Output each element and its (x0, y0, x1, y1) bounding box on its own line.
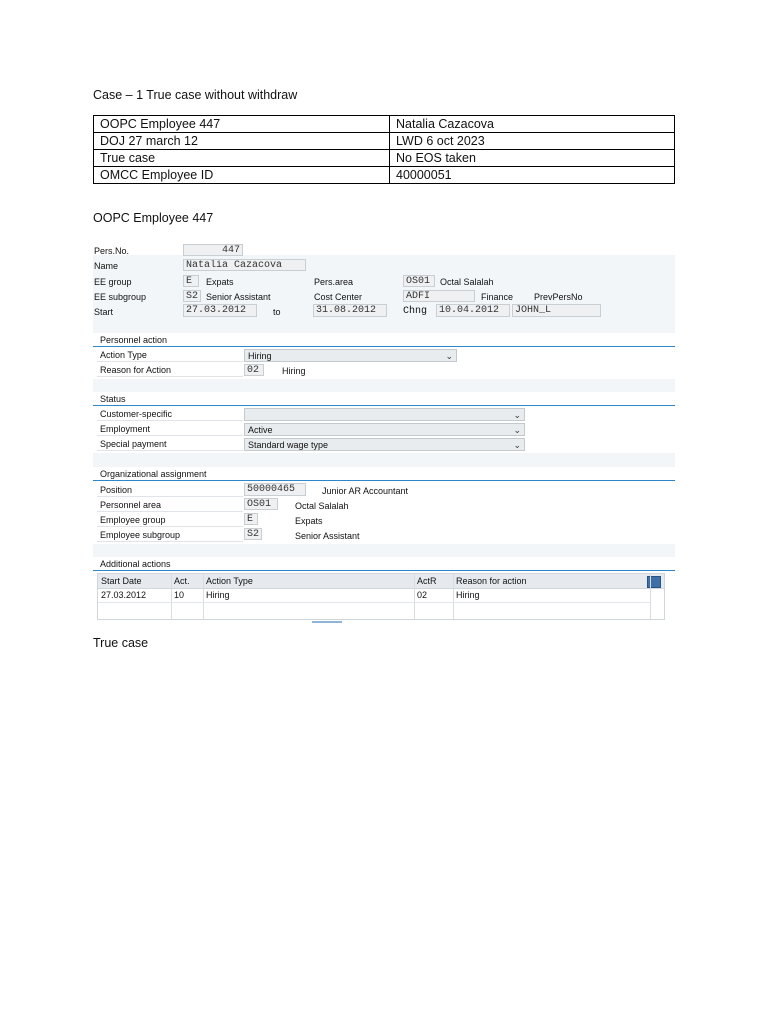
select-value: Standard wage type (248, 440, 329, 450)
position-code-field[interactable]: 50000465 (244, 483, 306, 496)
column-divider (650, 574, 651, 619)
employee-subheading: OOPC Employee 447 (93, 211, 214, 225)
table-cell: Hiring (456, 590, 480, 600)
personnel-area-code-field[interactable]: OS01 (244, 498, 278, 510)
employee-group-code-field[interactable]: E (244, 513, 258, 525)
additional-actions-grid[interactable] (97, 573, 665, 620)
reason-label: Reason for Action (97, 364, 243, 377)
table-row (94, 133, 675, 150)
eesubgroup-code-field[interactable]: S2 (183, 290, 201, 302)
eegroup-label: EE group (94, 277, 132, 287)
section-title: Additional actions (100, 559, 171, 569)
employment-select[interactable] (244, 423, 525, 436)
column-header[interactable]: ActR (417, 576, 437, 586)
eegroup-code-field[interactable]: E (183, 275, 199, 287)
table-cell: 02 (417, 590, 428, 600)
employee-subgroup-label: Employee subgroup (97, 529, 243, 542)
table-cell: 40000051 (390, 167, 675, 184)
position-text: Junior AR Accountant (322, 486, 409, 496)
to-label: to (273, 307, 281, 317)
sap-screenshot (93, 240, 675, 624)
personnel-area-text: Octal Salalah (295, 501, 349, 511)
section-title: Organizational assignment (100, 469, 207, 479)
column-header[interactable]: Action Type (206, 576, 253, 586)
column-divider (414, 574, 415, 619)
reason-code-field[interactable]: 02 (244, 364, 264, 376)
section-rule (93, 480, 675, 481)
table-cell: 10 (174, 590, 185, 600)
org-assignment-section (93, 467, 675, 544)
table-cell: Natalia Cazacova (390, 116, 675, 133)
employment-label: Employment (97, 423, 243, 436)
eegroup-text: Expats (206, 277, 234, 287)
column-divider (453, 574, 454, 619)
persno-field[interactable]: 447 (183, 244, 243, 256)
chevron-down-icon: ⌄ (513, 410, 521, 420)
select-value: Hiring (248, 351, 272, 361)
table-cell: DOJ 27 march 12 (94, 133, 390, 150)
select-value: Active (248, 425, 273, 435)
special-payment-label: Special payment (97, 438, 243, 451)
status-section (93, 392, 675, 453)
table-cell: Hiring (206, 590, 230, 600)
end-date-field[interactable]: 31.08.2012 (313, 304, 387, 317)
column-header[interactable]: Act. (174, 576, 190, 586)
case-heading: Case – 1 True case without withdraw (93, 88, 298, 102)
persarea-text: Octal Salalah (440, 277, 494, 287)
column-header[interactable]: Start Date (101, 576, 142, 586)
column-divider (171, 574, 172, 619)
column-header[interactable]: Reason for action (456, 576, 527, 586)
customer-specific-select[interactable] (244, 408, 525, 421)
chevron-down-icon: ⌄ (513, 440, 521, 450)
section-rule (93, 405, 675, 406)
section-title: Personnel action (100, 335, 168, 345)
employee-subgroup-text: Senior Assistant (295, 531, 360, 541)
chng-label: Chng (403, 306, 428, 317)
table-cell: OMCC Employee ID (94, 167, 390, 184)
start-date-field[interactable]: 27.03.2012 (183, 304, 257, 317)
section-rule (93, 346, 675, 347)
table-cell: 27.03.2012 (101, 590, 147, 600)
personnel-area-label: Personnel area (97, 499, 243, 512)
special-payment-select[interactable] (244, 438, 525, 451)
chng-user-field[interactable]: JOHN_L (512, 304, 601, 317)
action-type-select[interactable] (244, 349, 457, 362)
row-divider (98, 602, 650, 603)
chevron-down-icon: ⌄ (445, 351, 453, 361)
table-cell: OOPC Employee 447 (94, 116, 390, 133)
name-label: Name (94, 261, 119, 271)
start-label: Start (94, 307, 114, 317)
employee-subgroup-code-field[interactable]: S2 (244, 528, 262, 540)
costcenter-label: Cost Center (314, 292, 363, 302)
header-strip (93, 240, 675, 255)
action-type-label: Action Type (97, 349, 243, 362)
position-label: Position (97, 484, 243, 497)
footer-text: True case (93, 636, 149, 650)
customer-specific-label: Customer-specific (97, 408, 243, 421)
table-cell: True case (94, 150, 390, 167)
eesubgroup-text: Senior Assistant (206, 292, 271, 302)
table-cell: LWD 6 oct 2023 (390, 133, 675, 150)
column-divider (203, 574, 204, 619)
scroll-indicator[interactable] (312, 621, 342, 623)
costcenter-code-field[interactable]: ADFI (403, 290, 475, 302)
employee-group-text: Expats (295, 516, 323, 526)
prevpersno-label: PrevPersNo (534, 292, 583, 302)
name-field[interactable]: Natalia Cazacova (183, 259, 306, 271)
chevron-down-icon: ⌄ (513, 425, 521, 435)
section-title: Status (100, 394, 126, 404)
costcenter-text: Finance (481, 292, 514, 302)
persarea-code-field[interactable]: OS01 (403, 275, 435, 287)
employee-group-label: Employee group (97, 514, 243, 527)
section-rule (93, 570, 675, 571)
table-row (94, 150, 675, 167)
personnel-action-section (93, 333, 675, 379)
reason-text: Hiring (282, 366, 306, 376)
eesubgroup-label: EE subgroup (94, 292, 147, 302)
table-row (94, 167, 675, 184)
table-cell: No EOS taken (390, 150, 675, 167)
persno-label: Pers.No. (94, 246, 130, 256)
persarea-label: Pers.area (314, 277, 354, 287)
case-summary-table (93, 115, 675, 184)
table-row (94, 116, 675, 133)
chng-date-field[interactable]: 10.04.2012 (436, 304, 510, 317)
